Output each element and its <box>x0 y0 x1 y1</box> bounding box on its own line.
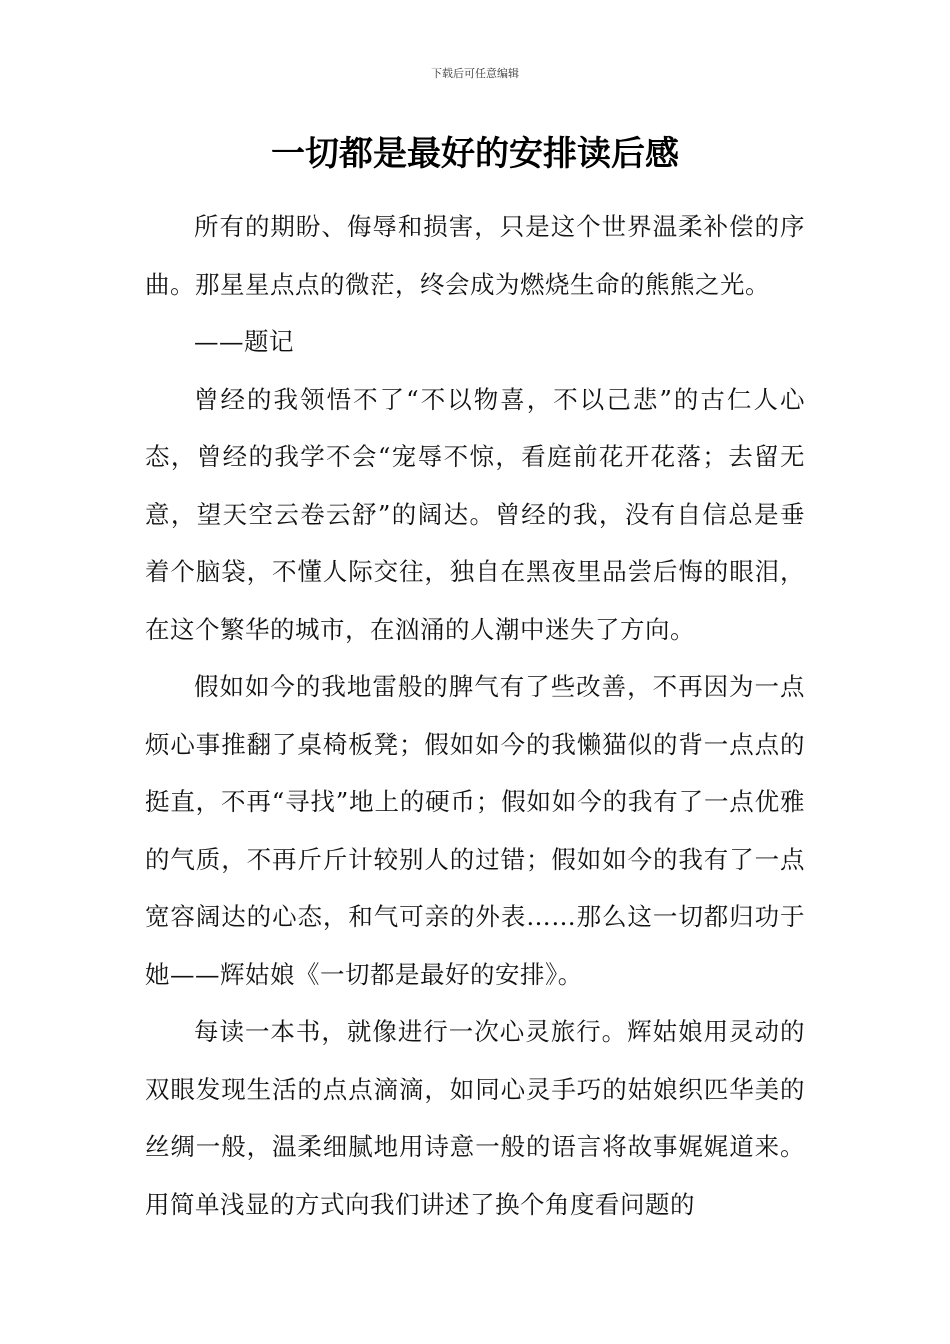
paragraph-reading-journey: 每读一本书，就像进行一次心灵旅行。辉姑娘用灵动的双眼发现生活的点点滴滴，如同心灵手巧的姑娘织匹华美的丝绸一般，温柔细腻地用诗意一般的语言将故事娓娓道来。用简单浅显的方式向我们讲述了换个角度看问题的 <box>145 1017 805 1219</box>
document-body <box>145 198 805 1233</box>
paragraph-epigraph: 所有的期盼、侮辱和损害，只是这个世界温柔补偿的序曲。那星星点点的微茫，终会成为燃烧生命的熊熊之光。 <box>145 212 805 299</box>
paragraph-past-self: 曾经的我领悟不了“不以物喜，不以己悲”的古仁人心态，曾经的我学不会“宠辱不惊，看庭前花开花落；去留无意，望天空云卷云舒”的阔达。曾经的我，没有自信总是垂着个脑袋，不懂人际交往，独自在黑夜里品尝后悔的眼泪，在这个繁华的城市，在汹涌的人潮中迷失了方向。 <box>145 384 805 644</box>
document-title: 一切都是最好的安排读后感 <box>271 134 679 174</box>
paragraph-epigraph-attribution: ——题记 <box>194 327 294 356</box>
page-header-note: 下载后可任意编辑 <box>431 67 519 80</box>
paragraph-changes: 假如如今的我地雷般的脾气有了些改善，不再因为一点烦心事推翻了桌椅板凳；假如如今的我懒猫似的背一点点的挺直，不再“寻找”地上的硬币；假如如今的我有了一点优雅的气质，不再斤斤计较别人的过错；假如如今的我有了一点宽容阔达的心态，和气可亲的外表……那么这一切都归功于她——辉姑娘《一切都是最好的安排》。 <box>145 672 805 989</box>
